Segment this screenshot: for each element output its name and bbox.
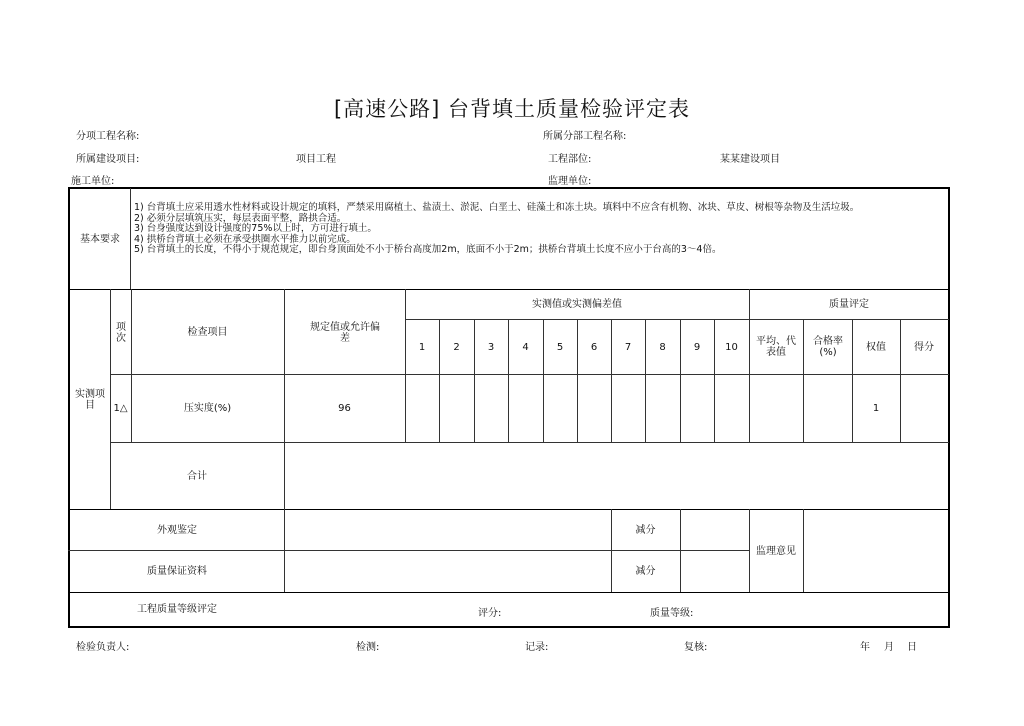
footer-tester: 检测: <box>356 642 380 653</box>
measure-col-10: 10 <box>725 341 738 353</box>
requirement-line-2: 2) 必须分层填筑压实，每层表面平整，路拱合适。 <box>134 212 347 224</box>
page-title: [高速公路] 台背填土质量检验评定表 <box>333 97 691 121</box>
score-label: 评分: <box>478 608 502 619</box>
measure-col-5: 5 <box>556 341 564 353</box>
requirement-line-3: 3) 台身强度达到设计强度的75%以上时，方可进行填土。 <box>134 223 377 234</box>
col-score-header: 得分 <box>914 341 934 353</box>
quality-eval-header: 质量评定 <box>829 299 869 310</box>
measured-section-label: 实测项目 <box>75 389 105 411</box>
construction-project-value: 项目工程 <box>296 154 336 165</box>
requirement-line-1: 1) 台背填土应采用透水性材料或设计规定的填料，严禁采用腐植土、盐渍土、淤泥、白垩土、硅藻土和冻土块。填料中不应含有机物、冰块、草皮、树根等杂物及生活垃圾。 <box>134 202 860 213</box>
col-weight-header: 权值 <box>866 341 886 353</box>
grade-label: 质量等级: <box>650 608 694 619</box>
measure-col-1: 1 <box>418 341 426 353</box>
measure-col-4: 4 <box>522 341 529 353</box>
grade-eval-label: 工程质量等级评定 <box>137 604 217 615</box>
measure-col-6: 6 <box>590 341 598 353</box>
parent-project-label: 所属分部工程名称: <box>543 131 627 142</box>
footer-day: 日 <box>907 642 917 653</box>
measure-col-3: 3 <box>487 341 495 353</box>
appearance-deduct-label: 减分 <box>635 524 656 536</box>
footer-reviewer: 复核: <box>684 642 708 653</box>
row-index: 1△ <box>113 403 128 414</box>
col-index-header: 项次 <box>116 322 126 344</box>
location-value: 某某建设项目 <box>720 154 780 165</box>
col-pass-rate-header: 合格率(%) <box>813 336 843 358</box>
sub-project-label: 分项工程名称: <box>76 131 140 142</box>
location-label: 工程部位: <box>548 154 592 165</box>
quality-docs-deduct-label: 减分 <box>635 566 656 577</box>
footer-year: 年 <box>860 642 870 653</box>
construction-project-label: 所属建设项目: <box>76 154 140 165</box>
row-weight: 1 <box>872 403 880 414</box>
footer-month: 月 <box>884 642 894 653</box>
supervisor-label: 监理单位: <box>548 176 592 187</box>
col-spec-header: 规定值或允许偏差 <box>310 322 380 344</box>
requirement-line-5: 5) 台背填土的长度，不得小于规范规定，即台身顶面处不小于桥台高度加2m，底面不小于2m；拱桥台背填土长度不应小于台高的3～4倍。 <box>134 244 722 255</box>
footer-recorder: 记录: <box>525 642 549 653</box>
quality-docs-label: 质量保证资料 <box>147 566 207 577</box>
appearance-label: 外观鉴定 <box>157 524 197 536</box>
measure-col-9: 9 <box>693 341 701 353</box>
measure-col-2: 2 <box>453 341 460 353</box>
row-item: 压实度(%) <box>183 403 232 414</box>
requirements-label: 基本要求 <box>80 233 120 245</box>
requirement-line-4: 4) 拱桥台背填土必须在承受拱圈水平推力以前完成。 <box>134 233 356 245</box>
measure-col-8: 8 <box>659 341 666 353</box>
col-avg-header: 平均、代表值 <box>756 336 796 358</box>
col-item-header: 检查项目 <box>187 326 228 338</box>
contractor-label: 施工单位: <box>71 176 115 187</box>
total-label: 合计 <box>187 470 207 482</box>
measured-values-header: 实测值或实测偏差值 <box>532 299 622 310</box>
requirements-text <box>134 203 946 256</box>
supervisor-opinion-label: 监理意见 <box>756 545 796 557</box>
footer-inspector: 检验负责人: <box>76 642 130 653</box>
row-spec: 96 <box>338 403 351 414</box>
measure-col-7: 7 <box>624 341 632 353</box>
